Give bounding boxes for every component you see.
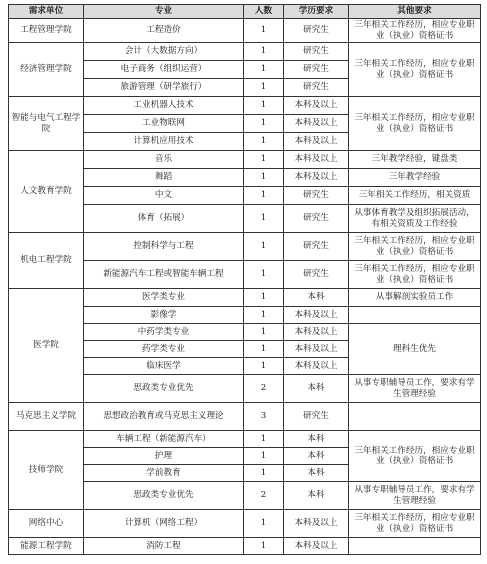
table-row — [9, 289, 481, 307]
count-cell: 1 — [244, 510, 284, 538]
count-cell: 1 — [244, 324, 284, 341]
edu-cell: 研究生 — [284, 205, 349, 233]
major-cell: 消防工程 — [84, 538, 244, 555]
major-cell: 控制科学与工程 — [84, 233, 244, 261]
major-cell: 体育（拓展） — [84, 205, 244, 233]
count-cell: 1 — [244, 289, 284, 307]
edu-cell: 本科 — [284, 375, 349, 403]
table-row — [9, 43, 481, 61]
unit-cell: 工程管理学院 — [9, 19, 84, 43]
major-cell: 工业物联网 — [84, 115, 244, 133]
count-cell: 2 — [244, 375, 284, 403]
edu-cell: 本科及以上 — [284, 115, 349, 133]
count-cell: 1 — [244, 431, 284, 448]
count-cell: 1 — [244, 205, 284, 233]
other-cell: 三年相关工作经历，相应专业职业（执业）资格证书 — [349, 510, 481, 538]
count-cell: 1 — [244, 61, 284, 79]
header-row — [9, 5, 481, 19]
count-cell: 1 — [244, 341, 284, 358]
edu-cell: 本科 — [284, 482, 349, 510]
count-cell: 3 — [244, 403, 284, 431]
unit-cell: 医学院 — [9, 289, 84, 403]
table-row — [9, 538, 481, 555]
major-cell: 新能源汽车工程或智能车辆工程 — [84, 261, 244, 289]
other-cell: 三年相关工作经历，相应专业职业（执业）资格证书 — [349, 19, 481, 43]
major-cell: 护理 — [84, 448, 244, 465]
major-cell: 电子商务（组织运营） — [84, 61, 244, 79]
other-cell — [349, 403, 481, 431]
header-unit: 需求单位 — [9, 5, 84, 19]
count-cell: 2 — [244, 482, 284, 510]
recruitment-table — [8, 4, 481, 555]
other-cell: 三年相关工作经历，相应专业职业（执业）资格证书 — [349, 261, 481, 289]
count-cell: 1 — [244, 261, 284, 289]
count-cell: 1 — [244, 538, 284, 555]
major-cell: 旅游管理（研学旅行） — [84, 79, 244, 97]
table-row — [9, 151, 481, 169]
edu-cell: 本科及以上 — [284, 133, 349, 151]
count-cell: 1 — [244, 115, 284, 133]
count-cell: 1 — [244, 19, 284, 43]
count-cell: 1 — [244, 169, 284, 187]
other-cell: 三年教学经验 — [349, 169, 481, 187]
header-other: 其他要求 — [349, 5, 481, 19]
major-cell: 医学类专业 — [84, 289, 244, 307]
other-cell: 从事解剖实验员工作 — [349, 289, 481, 307]
major-cell: 工程造价 — [84, 19, 244, 43]
edu-cell: 研究生 — [284, 261, 349, 289]
major-cell: 思想政治教育或马克思主义理论 — [84, 403, 244, 431]
major-cell: 舞蹈 — [84, 169, 244, 187]
count-cell: 1 — [244, 151, 284, 169]
edu-cell: 研究生 — [284, 403, 349, 431]
major-cell: 中文 — [84, 187, 244, 205]
other-cell: 三年相关工作经历，相应专业职业（执业）资格证书 — [349, 43, 481, 97]
major-cell: 药学类专业 — [84, 341, 244, 358]
unit-cell: 能源工程学院 — [9, 538, 84, 555]
other-cell — [349, 307, 481, 324]
other-cell: 三年教学经验，键盘类 — [349, 151, 481, 169]
count-cell: 1 — [244, 448, 284, 465]
edu-cell: 本科 — [284, 465, 349, 482]
major-cell: 思政类专业优先 — [84, 482, 244, 510]
edu-cell: 研究生 — [284, 79, 349, 97]
table-row — [9, 19, 481, 43]
major-cell: 计算机（网络工程） — [84, 510, 244, 538]
edu-cell: 研究生 — [284, 43, 349, 61]
edu-cell: 本科及以上 — [284, 341, 349, 358]
table-row — [9, 233, 481, 261]
major-cell: 思政类专业优先 — [84, 375, 244, 403]
other-cell — [349, 538, 481, 555]
table-row — [9, 431, 481, 448]
edu-cell: 本科 — [284, 431, 349, 448]
major-cell: 学前教育 — [84, 465, 244, 482]
edu-cell: 研究生 — [284, 61, 349, 79]
unit-cell: 智能与电气工程学院 — [9, 97, 84, 151]
count-cell: 1 — [244, 465, 284, 482]
major-cell: 临床医学 — [84, 358, 244, 375]
other-cell: 三年相关工作经历，相应专业职业（执业）资格证书 — [349, 233, 481, 261]
count-cell: 1 — [244, 358, 284, 375]
edu-cell: 本科及以上 — [284, 510, 349, 538]
edu-cell: 本科及以上 — [284, 538, 349, 555]
other-cell: 三年相关工作经历，相应专业职业（执业）资格证书 — [349, 431, 481, 482]
major-cell: 中药学类专业 — [84, 324, 244, 341]
table-row — [9, 97, 481, 115]
count-cell: 1 — [244, 307, 284, 324]
major-cell: 影像学 — [84, 307, 244, 324]
edu-cell: 研究生 — [284, 19, 349, 43]
count-cell: 1 — [244, 43, 284, 61]
edu-cell: 本科及以上 — [284, 358, 349, 375]
major-cell: 音乐 — [84, 151, 244, 169]
unit-cell: 机电工程学院 — [9, 233, 84, 289]
other-cell: 理科生优先 — [349, 324, 481, 375]
header-count: 人数 — [244, 5, 284, 19]
unit-cell: 马克思主义学院 — [9, 403, 84, 431]
other-cell: 从事体育教学及组织拓展活动，有相关资质及工作经验 — [349, 205, 481, 233]
header-major: 专业 — [84, 5, 244, 19]
unit-cell: 人文教育学院 — [9, 151, 84, 233]
other-cell: 三年相关工作经历，相应专业职业（执业）资格证书 — [349, 97, 481, 151]
count-cell: 1 — [244, 97, 284, 115]
edu-cell: 本科 — [284, 289, 349, 307]
other-cell: 从事专职辅导员工作，要求有学生管理经验 — [349, 375, 481, 403]
count-cell: 1 — [244, 133, 284, 151]
edu-cell: 研究生 — [284, 187, 349, 205]
unit-cell: 经济管理学院 — [9, 43, 84, 97]
count-cell: 1 — [244, 187, 284, 205]
other-cell: 从事专职辅导员工作，要求有学生管理经验 — [349, 482, 481, 510]
table-row — [9, 510, 481, 538]
edu-cell: 本科 — [284, 448, 349, 465]
unit-cell: 技师学院 — [9, 431, 84, 510]
major-cell: 计算机应用技术 — [84, 133, 244, 151]
major-cell: 会计（大数据方向） — [84, 43, 244, 61]
edu-cell: 本科及以上 — [284, 151, 349, 169]
page — [8, 4, 480, 555]
count-cell: 1 — [244, 79, 284, 97]
table-row — [9, 403, 481, 431]
edu-cell: 本科及以上 — [284, 324, 349, 341]
count-cell: 1 — [244, 233, 284, 261]
edu-cell: 本科及以上 — [284, 169, 349, 187]
major-cell: 车辆工程（新能源汽车） — [84, 431, 244, 448]
edu-cell: 研究生 — [284, 233, 349, 261]
edu-cell: 本科及以上 — [284, 307, 349, 324]
header-edu: 学历要求 — [284, 5, 349, 19]
unit-cell: 网络中心 — [9, 510, 84, 538]
edu-cell: 本科及以上 — [284, 97, 349, 115]
major-cell: 工业机器人技术 — [84, 97, 244, 115]
other-cell: 三年相关工作经历，相关资质 — [349, 187, 481, 205]
